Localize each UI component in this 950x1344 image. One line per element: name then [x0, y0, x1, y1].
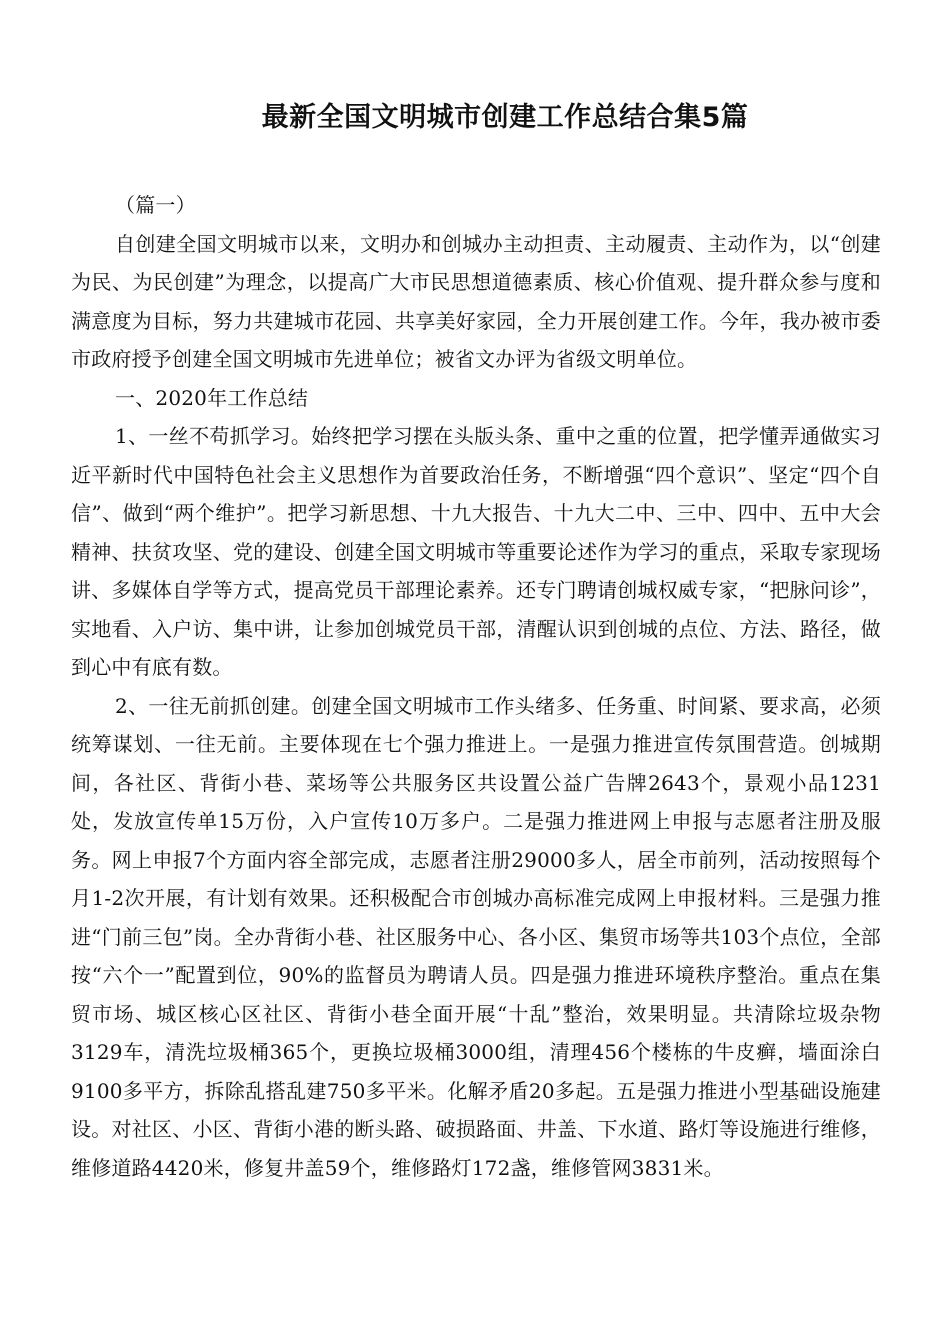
intro-paragraph: 自创建全国文明城市以来，文明办和创城办主动担责、主动履责、主动作为，以“创建为民、为民创建”为理念，以提高广大市民思想道德素质、核心价值观、提升群众参与度和满意度为目标，努力共建城市花园、共享美好家园，全力开展创建工作。今年，我办被市委市政府授予创建全国文明城市先进单位；被省文办评为省级文明单位。: [71, 231, 881, 371]
document-title: 最新全国文明城市创建工作总结合集5篇: [261, 102, 749, 133]
section-heading: 一、2020年工作总结: [115, 385, 309, 410]
document-body: [71, 186, 881, 1187]
paragraph-creation: 2、一往无前抓创建。创建全国文明城市工作头绪多、任务重、时间紧、要求高，必须统筹谋划、一往无前。主要体现在七个强力推进上。一是强力推进宣传氛围营造。创城期间，各社区、背街小巷、菜场等公共服务区共设置公益广告牌2643个，景观小品1231处，发放宣传单15万份，入户宣传10万多户。二是强力推进网上申报与志愿者注册及服务。网上申报7个方面内容全部完成，志愿者注册29000多人，居全市前列，活动按照每个月1-2次开展，有计划有效果。还积极配合市创城办高标准完成网上申报材料。三是强力推进“门前三包”岗。全办背街小巷、社区服务中心、各小区、集贸市场等共103个点位，全部按“六个一”配置到位，90%的监督员为聘请人员。四是强力推进环境秩序整治。重点在集贸市场、城区核心区社区、背街小巷全面开展“十乱”整治，效果明显。共清除垃圾杂物3129车，清洗垃圾桶365个，更换垃圾桶3000组，清理456个楼栋的牛皮癣，墙面涂白9100多平方，拆除乱搭乱建750多平米。化解矛盾20多起。五是强力推进小型基础设施建设。对社区、小区、背街小港的断头路、破损路面、井盖、下水道、路灯等设施进行维修，维修道路4420米，修复井盖59个，维修路灯172盏，维修管网3831米。: [71, 693, 881, 1180]
section-label: （篇一）: [115, 193, 196, 217]
paragraph-study: 1、一丝不苟抓学习。始终把学习摆在头版头条、重中之重的位置，把学懂弄通做实习近平新时代中国特色社会主义思想作为首要政治任务，不断增强“四个意识”、坚定“四个自信”、做到“两个维护”。把学习新思想、十九大报告、十九大二中、三中、四中、五中大会精神、扶贫攻坚、党的建设、创建全国文明城市等重要论述作为学习的重点，采取专家现场讲、多媒体自学等方式，提高党员干部理论素养。还专门聘请创城权威专家，“把脉问诊”，实地看、入户访、集中讲，让参加创城党员干部，清醒认识到创城的点位、方法、路径，做到心中有底有数。: [71, 424, 881, 679]
